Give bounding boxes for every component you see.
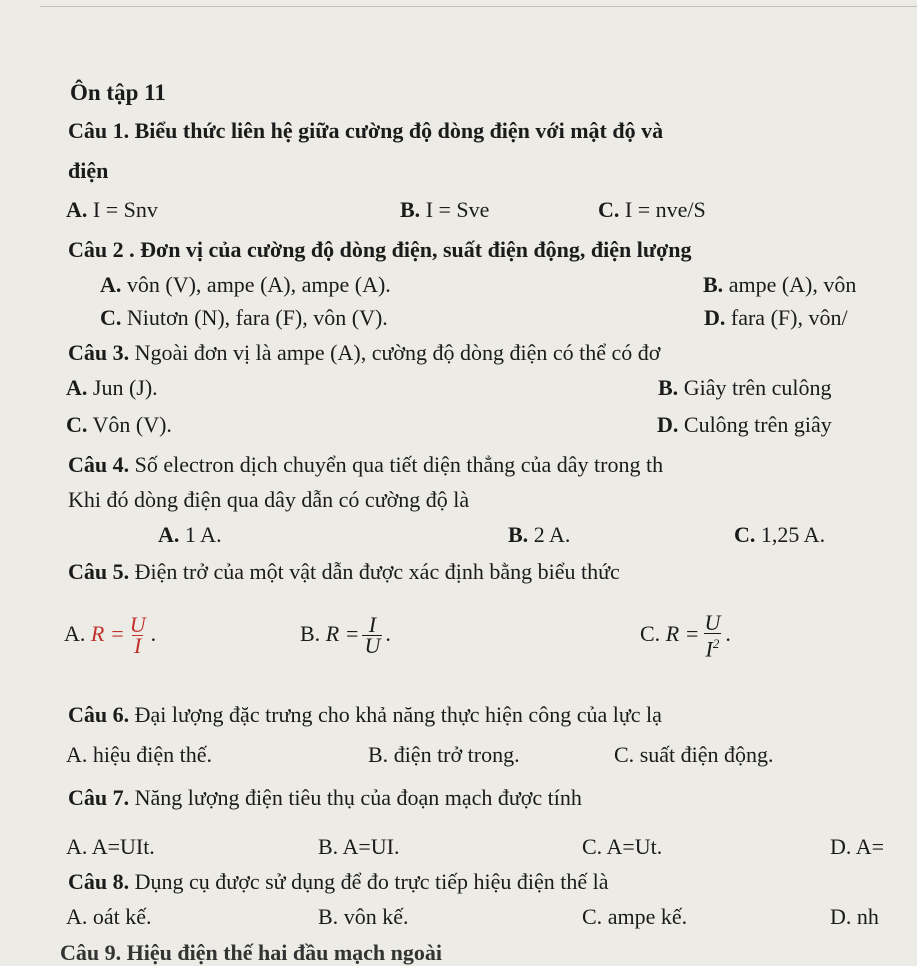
question-3-text: Ngoài đơn vị là ampe (A), cường độ dòng điện có thể có đơ bbox=[134, 340, 661, 365]
question-8-option-d bbox=[830, 904, 879, 930]
question-5-label: Câu 5. bbox=[68, 559, 130, 584]
question-4-option-b bbox=[508, 522, 570, 548]
option-label: C. bbox=[66, 412, 88, 437]
option-text: suất điện động. bbox=[639, 742, 774, 767]
option-label: B. bbox=[658, 375, 679, 400]
option-label: C. bbox=[640, 621, 661, 646]
question-7-text: Năng lượng điện tiêu thụ của đoạn mạch được tính bbox=[134, 785, 582, 810]
formula-end: . bbox=[150, 621, 157, 646]
formula-lhs: R = bbox=[90, 621, 125, 646]
option-label: A. bbox=[158, 522, 180, 547]
option-text: vôn kế. bbox=[343, 904, 409, 929]
question-8-option-a bbox=[66, 904, 152, 930]
question-6-option-b bbox=[368, 742, 520, 768]
question-8-text: Dụng cụ được sử dụng để đo trực tiếp hiệu điện thế là bbox=[134, 869, 609, 894]
question-3-option-b bbox=[658, 375, 832, 401]
option-text: 1,25 A. bbox=[760, 522, 826, 547]
formula-b bbox=[325, 612, 386, 659]
option-label: D. bbox=[830, 834, 852, 859]
option-text: A=Ut. bbox=[606, 834, 663, 859]
formula-lhs: R = bbox=[665, 621, 700, 646]
denominator bbox=[704, 633, 722, 662]
option-label: B. bbox=[318, 904, 339, 929]
formula-end: . bbox=[385, 621, 391, 646]
question-6-option-a bbox=[66, 742, 212, 768]
option-label: A. bbox=[66, 375, 88, 400]
option-text: 2 A. bbox=[533, 522, 571, 547]
option-label: A. bbox=[66, 904, 88, 929]
question-3-label: Câu 3. bbox=[68, 340, 130, 365]
option-text: Vôn (V). bbox=[92, 412, 172, 437]
question-4-text: Số electron dịch chuyển qua tiết diện thẳng của dây trong th bbox=[134, 452, 664, 477]
option-text: I = Snv bbox=[92, 197, 158, 222]
page-title: Ôn tập 11 bbox=[70, 80, 166, 105]
question-1-option-c bbox=[598, 197, 706, 223]
question-4-label: Câu 4. bbox=[68, 452, 130, 477]
option-text: fara (F), vôn/ bbox=[730, 305, 848, 330]
question-7-option-c bbox=[582, 834, 662, 860]
question-5-option-a bbox=[64, 610, 156, 658]
question-4-option-c bbox=[734, 522, 825, 548]
question-1 bbox=[68, 118, 663, 144]
fraction bbox=[128, 612, 148, 659]
option-text: Niutơn (N), fara (F), vôn (V). bbox=[126, 305, 388, 330]
option-label: C. bbox=[100, 305, 122, 330]
denominator: U bbox=[364, 633, 381, 659]
option-text: hiệu điện thế. bbox=[92, 742, 213, 767]
numerator: U bbox=[704, 609, 721, 635]
numerator: U bbox=[129, 612, 146, 638]
option-text: oát kế. bbox=[92, 904, 152, 929]
question-6-label: Câu 6. bbox=[68, 702, 130, 727]
question-2 bbox=[68, 237, 692, 263]
option-text: ampe kế. bbox=[607, 904, 688, 929]
option-label: B. bbox=[300, 621, 321, 646]
question-7 bbox=[68, 785, 582, 811]
question-3-option-a bbox=[66, 375, 158, 401]
numerator: I bbox=[368, 612, 377, 638]
option-text: Jun (J). bbox=[92, 375, 158, 400]
question-6 bbox=[68, 702, 662, 728]
question-4 bbox=[68, 452, 663, 478]
denominator-base: I bbox=[705, 636, 713, 662]
option-label: D. bbox=[830, 904, 852, 929]
option-text: nh bbox=[856, 904, 879, 929]
question-1-text: Biểu thức liên hệ giữa cường độ dòng điện với mật độ và bbox=[134, 118, 664, 143]
question-7-option-d bbox=[830, 834, 884, 860]
option-label: B. bbox=[368, 742, 389, 767]
option-label: C. bbox=[614, 742, 635, 767]
option-label: A. bbox=[66, 834, 88, 859]
question-9-cutoff bbox=[60, 932, 540, 965]
option-text: I = Sve bbox=[425, 197, 490, 222]
option-label: C. bbox=[598, 197, 620, 222]
question-5 bbox=[68, 559, 620, 585]
formula-lhs: R = bbox=[325, 621, 360, 646]
option-label: A. bbox=[66, 742, 88, 767]
question-2-option-a bbox=[100, 272, 391, 298]
question-3-option-c bbox=[66, 412, 172, 438]
question-8-option-c bbox=[582, 904, 687, 930]
question-8 bbox=[68, 869, 608, 895]
exponent: 2 bbox=[712, 635, 720, 651]
option-label: C. bbox=[582, 904, 603, 929]
option-label: D. bbox=[704, 305, 726, 330]
question-2-option-b bbox=[703, 272, 856, 298]
option-text: A= bbox=[855, 834, 884, 859]
option-label: A. bbox=[64, 621, 86, 646]
question-2-label: Câu 2 . bbox=[68, 237, 135, 262]
question-2-text: Đơn vị của cường độ dòng điện, suất điện động, điện lượng bbox=[140, 237, 692, 262]
option-label: B. bbox=[703, 272, 724, 297]
question-8-option-b bbox=[318, 904, 408, 930]
question-4-text-cont: Khi đó dòng điện qua dây dẫn có cường độ là bbox=[68, 487, 470, 512]
option-label: D. bbox=[657, 412, 679, 437]
question-5-text: Điện trở của một vật dẫn được xác định bằng biểu thức bbox=[134, 559, 620, 584]
option-text: 1 A. bbox=[184, 522, 222, 547]
option-label: C. bbox=[582, 834, 603, 859]
fraction bbox=[362, 612, 382, 659]
question-1-label: Câu 1. bbox=[68, 118, 130, 143]
option-label: B. bbox=[318, 834, 339, 859]
formula-a bbox=[90, 612, 151, 659]
formula-c bbox=[665, 609, 726, 662]
question-3-option-d bbox=[657, 412, 832, 438]
option-text: A=UIt. bbox=[91, 834, 155, 859]
question-8-label: Câu 8. bbox=[68, 869, 130, 894]
question-7-option-a bbox=[66, 834, 155, 860]
option-text: I = nve/S bbox=[624, 197, 706, 222]
option-text: điện trở trong. bbox=[393, 742, 520, 767]
question-2-option-c bbox=[100, 305, 388, 331]
page-top-rule bbox=[40, 6, 917, 7]
question-9-text: Câu 9. Hiệu điện thế hai đầu mạch ngoài bbox=[60, 940, 443, 965]
question-6-option-c bbox=[614, 742, 774, 768]
question-7-option-b bbox=[318, 834, 400, 860]
option-text: Giây trên culông bbox=[683, 375, 832, 400]
fraction bbox=[702, 609, 722, 662]
option-label: A. bbox=[100, 272, 122, 297]
question-2-option-d bbox=[704, 305, 848, 331]
question-5-option-c bbox=[640, 609, 731, 662]
question-3 bbox=[68, 340, 660, 366]
option-text: ampe (A), vôn bbox=[728, 272, 857, 297]
option-label: B. bbox=[400, 197, 421, 222]
option-label: B. bbox=[508, 522, 529, 547]
option-text: A=UI. bbox=[342, 834, 400, 859]
option-label: C. bbox=[734, 522, 756, 547]
denominator: I bbox=[133, 633, 142, 659]
question-1-option-a bbox=[66, 197, 158, 223]
option-text: Culông trên giây bbox=[683, 412, 832, 437]
option-text: vôn (V), ampe (A), ampe (A). bbox=[126, 272, 391, 297]
question-4-option-a bbox=[158, 522, 222, 548]
question-5-option-b bbox=[300, 610, 391, 658]
question-6-text: Đại lượng đặc trưng cho khả năng thực hiện công của lực lạ bbox=[134, 702, 662, 727]
question-1-text-cont: điện bbox=[68, 158, 109, 183]
formula-end: . bbox=[725, 621, 731, 646]
option-label: A. bbox=[66, 197, 88, 222]
question-7-label: Câu 7. bbox=[68, 785, 130, 810]
question-1-option-b bbox=[400, 197, 489, 223]
